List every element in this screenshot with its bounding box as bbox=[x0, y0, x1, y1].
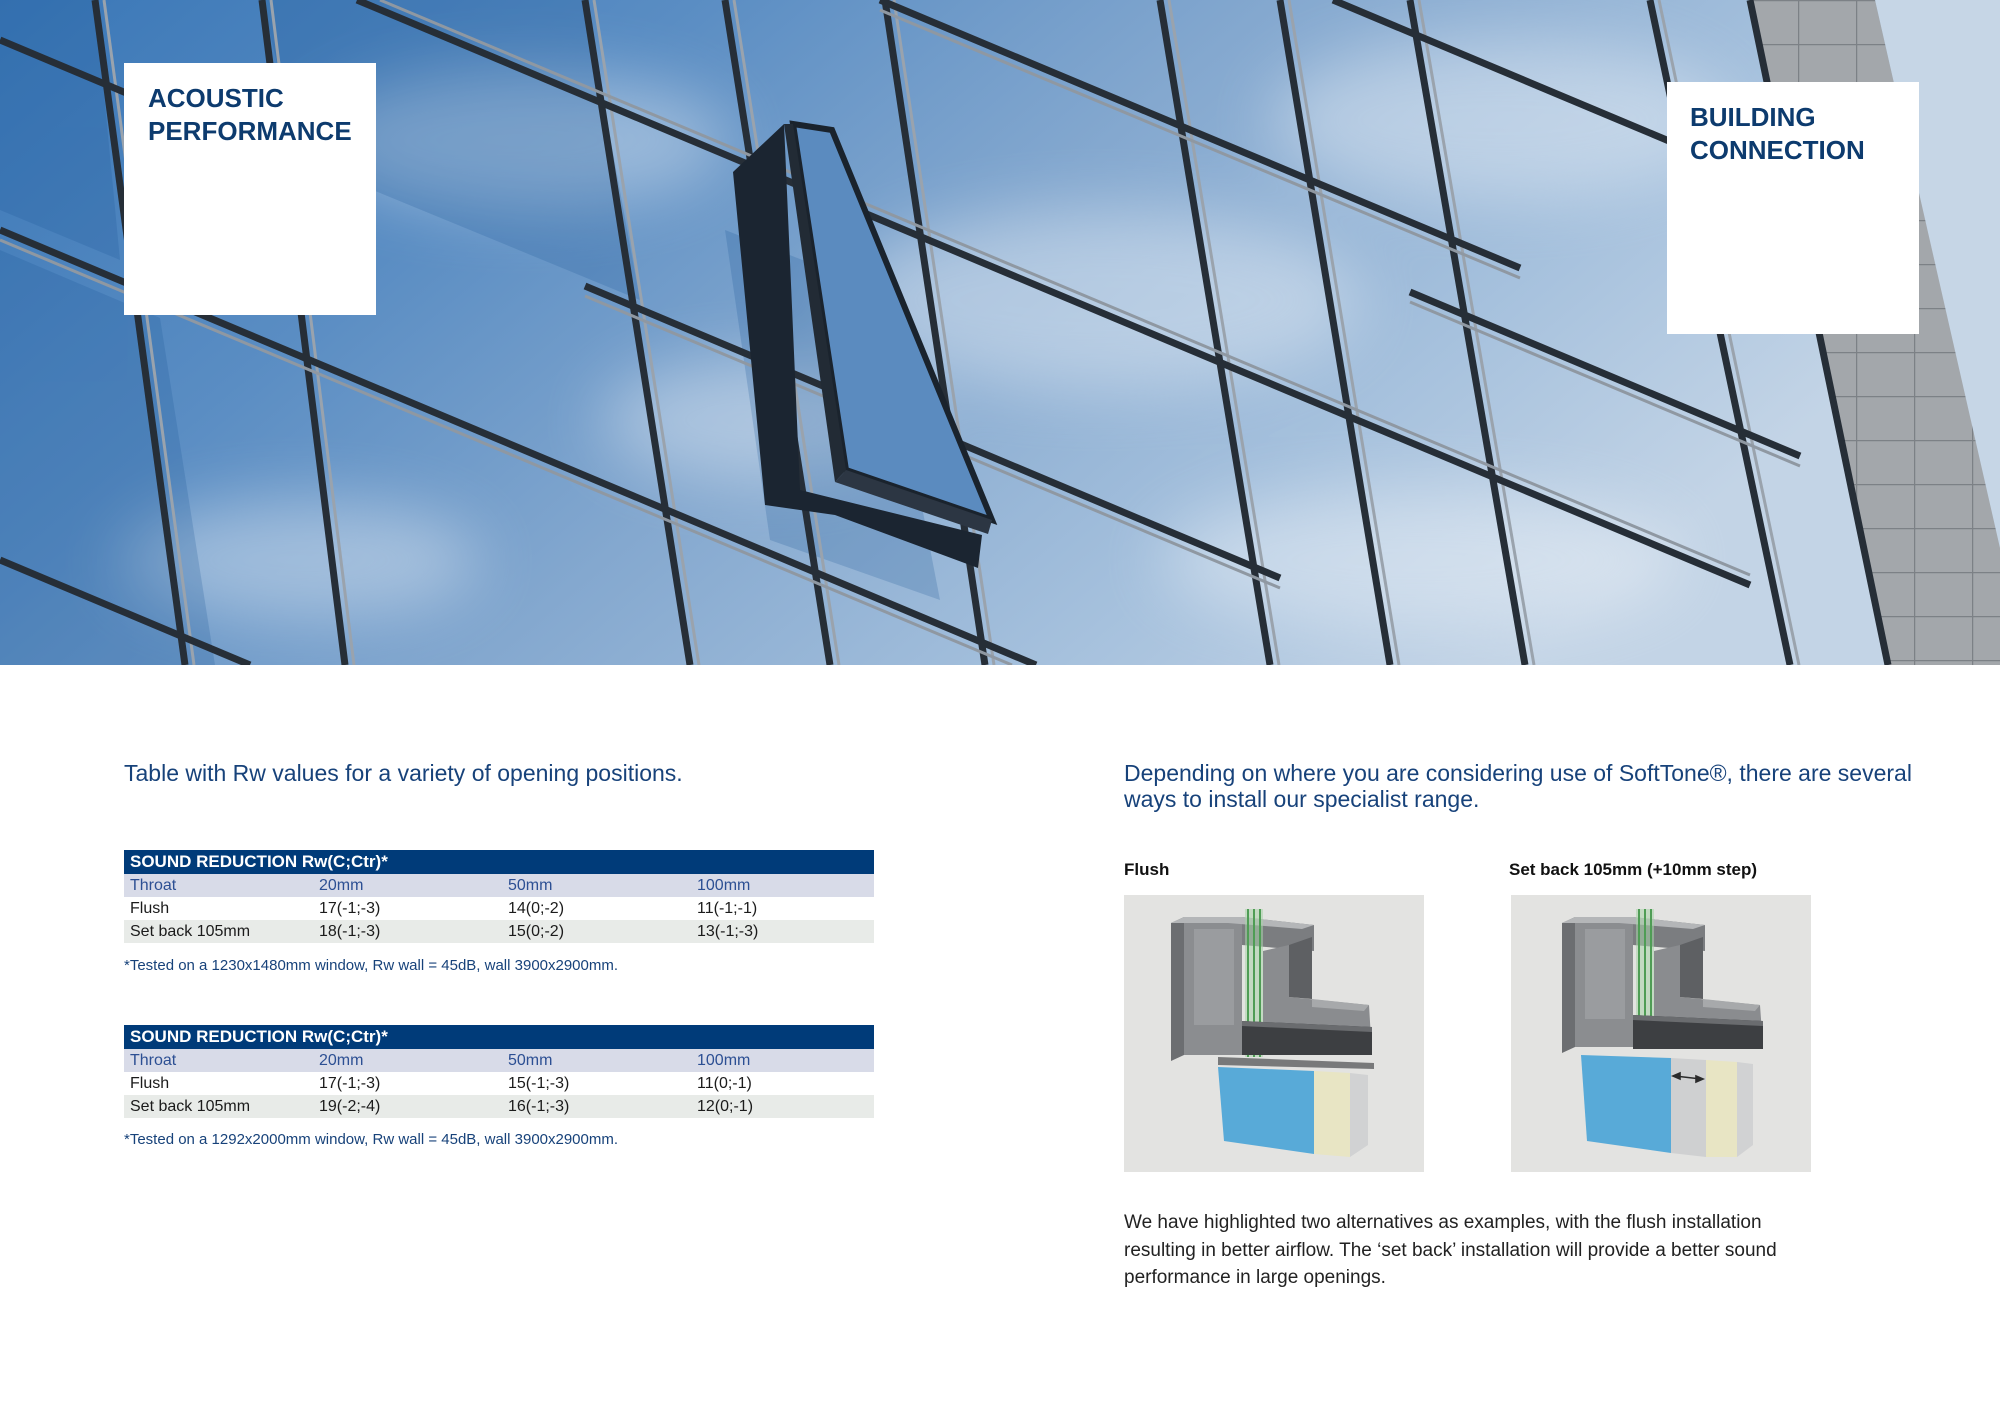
column-header: 50mm bbox=[508, 877, 553, 894]
table-cell: 12(0;-1) bbox=[697, 1098, 754, 1115]
table-cell: 16(-1;-3) bbox=[508, 1098, 570, 1115]
table-cell: 13(-1;-3) bbox=[697, 923, 759, 940]
column-header: 100mm bbox=[697, 877, 751, 894]
building-connection-title-box bbox=[1667, 82, 1919, 334]
column-header: Throat bbox=[130, 1052, 177, 1069]
connection-description: We have highlighted two alternatives as examples, with the flush installation resulting in better airflow. The ‘set back’ installation will provide a better sound performance in large openings. bbox=[1124, 1212, 1777, 1288]
section-title-line: PERFORMANCE bbox=[148, 116, 352, 146]
table-cell: Flush bbox=[130, 900, 170, 917]
table-cell: 14(0;-2) bbox=[508, 900, 565, 917]
table-row bbox=[124, 1072, 874, 1095]
table-cell: 15(0;-2) bbox=[508, 923, 565, 940]
section-title-line: CONNECTION bbox=[1690, 135, 1865, 165]
insulation-block bbox=[1218, 1067, 1314, 1154]
table-cell: 11(0;-1) bbox=[697, 1075, 752, 1092]
acoustic-performance-title-box bbox=[124, 63, 376, 315]
table-cell: Set back 105mm bbox=[130, 1098, 251, 1115]
hero-banner bbox=[0, 0, 2000, 665]
table-cell: Flush bbox=[130, 1075, 170, 1092]
column-header: Throat bbox=[130, 877, 177, 894]
set-back-installation-image bbox=[1511, 895, 1811, 1172]
table-row bbox=[124, 1095, 874, 1118]
connection-intro: Depending on where you are considering use of SoftTone®, there are several ways to install our specialist range. bbox=[1124, 760, 1912, 812]
table-cell: Set back 105mm bbox=[130, 923, 251, 940]
column-header: 20mm bbox=[319, 877, 364, 894]
sound-reduction-table-1 bbox=[124, 850, 874, 943]
table-title: SOUND REDUCTION Rw(C;Ctr)* bbox=[124, 1025, 874, 1049]
section-title-line: ACOUSTIC bbox=[148, 83, 284, 113]
table-cell: 19(-2;-4) bbox=[319, 1098, 381, 1115]
table-footnote: *Tested on a 1292x2000mm window, Rw wall = 45dB, wall 3900x2900mm. bbox=[124, 1131, 619, 1148]
table-cell: 11(-1;-1) bbox=[697, 900, 758, 917]
flush-installation-image bbox=[1124, 895, 1424, 1172]
table-header-row bbox=[124, 1049, 874, 1072]
column-header: 50mm bbox=[508, 1052, 553, 1069]
table-cell: 15(-1;-3) bbox=[508, 1075, 570, 1092]
table-title: SOUND REDUCTION Rw(C;Ctr)* bbox=[124, 850, 874, 874]
flush-label: Flush bbox=[1124, 860, 1170, 879]
flush-section-drawing bbox=[1124, 895, 1424, 1172]
sound-reduction-table-2 bbox=[124, 1025, 874, 1118]
insulation-block bbox=[1581, 1055, 1671, 1153]
column-header: 100mm bbox=[697, 1052, 751, 1069]
table-cell: 17(-1;-3) bbox=[319, 900, 381, 917]
table-row bbox=[124, 897, 874, 920]
section-title-line: BUILDING bbox=[1690, 102, 1816, 132]
acoustic-intro: Table with Rw values for a variety of opening positions. bbox=[124, 760, 683, 786]
table-cell: 18(-1;-3) bbox=[319, 923, 381, 940]
table-footnote: *Tested on a 1230x1480mm window, Rw wall = 45dB, wall 3900x2900mm. bbox=[124, 957, 619, 974]
set-back-section-drawing bbox=[1511, 895, 1811, 1172]
set-back-label: Set back 105mm (+10mm step) bbox=[1509, 860, 1758, 879]
table-header-row bbox=[124, 874, 874, 897]
table-row bbox=[124, 920, 874, 943]
column-header: 20mm bbox=[319, 1052, 364, 1069]
table-cell: 17(-1;-3) bbox=[319, 1075, 381, 1092]
